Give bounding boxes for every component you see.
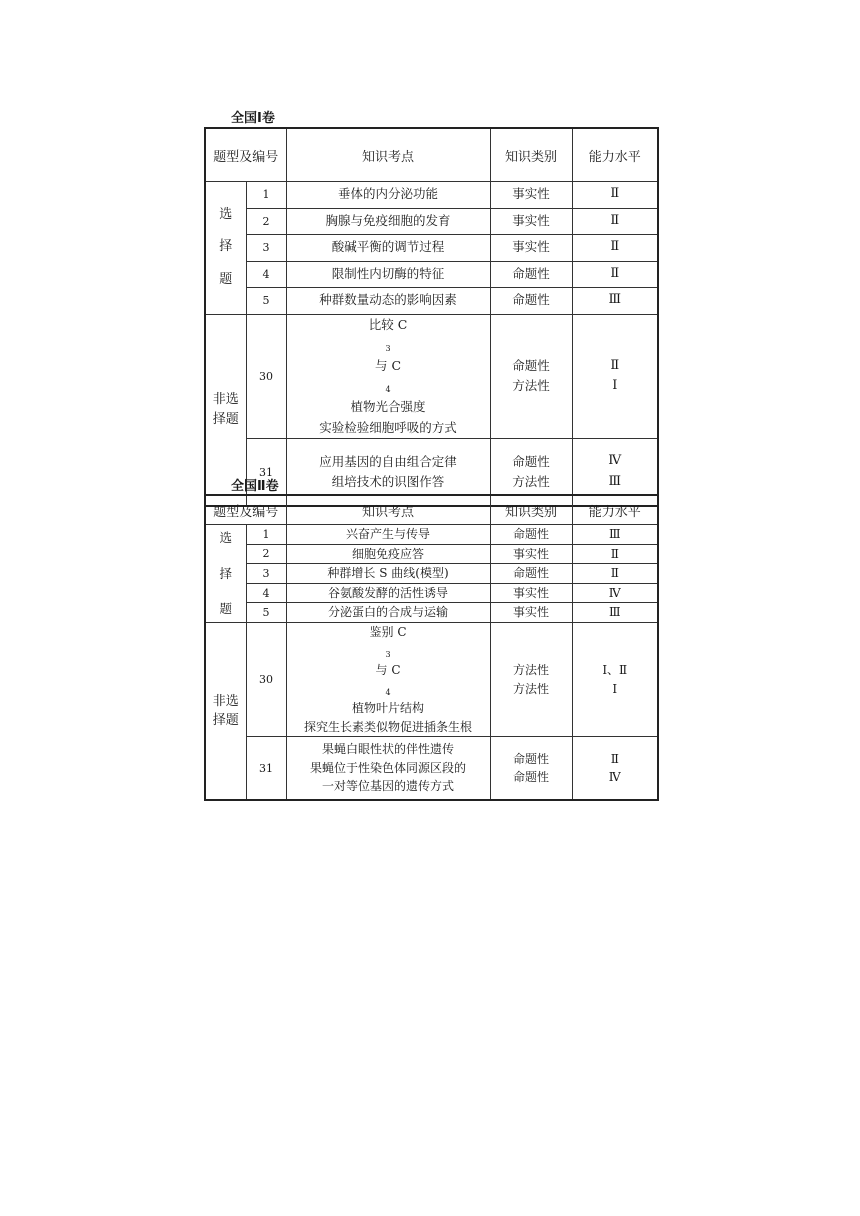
header-level: 能力水平 <box>572 128 658 182</box>
kind-cell: 命题性 <box>490 564 572 584</box>
header-type: 题型及编号 <box>205 495 286 525</box>
level-cell: Ⅱ <box>572 208 658 235</box>
topic-cell: 种群数量动态的影响因素 <box>286 288 490 315</box>
table-row <box>205 603 658 623</box>
table1-header-row <box>205 128 658 182</box>
topic-cell: 种群增长 S 曲线(模型) <box>286 564 490 584</box>
level-cell: Ⅲ <box>572 525 658 545</box>
level-cell: Ⅱ <box>572 235 658 262</box>
table1 <box>204 127 659 507</box>
table-row <box>205 182 658 209</box>
header-kind: 知识类别 <box>490 128 572 182</box>
question-number: 4 <box>246 261 286 288</box>
table-row <box>205 525 658 545</box>
topic-cell: 垂体的内分泌功能 <box>286 182 490 209</box>
kind-cell: 事实性 <box>490 603 572 623</box>
table2-header-row <box>205 495 658 525</box>
question-number: 30 <box>246 314 286 439</box>
question-number: 1 <box>246 182 286 209</box>
topic-cell: 谷氨酸发酵的活性诱导 <box>286 583 490 603</box>
kind-cell: 命题性 命题性 <box>490 737 572 801</box>
header-kind: 知识类别 <box>490 495 572 525</box>
question-number: 5 <box>246 603 286 623</box>
nonselection-label: 非选 择题 <box>205 314 246 506</box>
topic-cell: 酸碱平衡的调节过程 <box>286 235 490 262</box>
question-number: 3 <box>246 235 286 262</box>
level-cell: Ⅱ <box>572 182 658 209</box>
question-number: 4 <box>246 583 286 603</box>
table-row <box>205 261 658 288</box>
table-row <box>205 583 658 603</box>
topic-cell: 比较 C $_3$ 与 C $_4$ 植物光合强度 实验检验细胞呼吸的方式 <box>286 314 490 439</box>
table-row <box>205 288 658 315</box>
table1-title: 全国Ⅰ卷 <box>231 111 275 126</box>
question-number: 31 <box>246 737 286 801</box>
table-row <box>205 544 658 564</box>
kind-cell: 命题性 <box>490 525 572 545</box>
topic-cell: 鉴别 C $_3$ 与 C $_4$ 植物叶片结构 探究生长素类似物促进插条生根 <box>286 622 490 736</box>
kind-cell: 事实性 <box>490 583 572 603</box>
header-topic: 知识考点 <box>286 128 490 182</box>
topic-cell: 兴奋产生与传导 <box>286 525 490 545</box>
topic-cell: 细胞免疫应答 <box>286 544 490 564</box>
question-number: 3 <box>246 564 286 584</box>
kind-cell: 命题性 <box>490 261 572 288</box>
topic-cell: 应用基因的自由组合定律 组培技术的识图作答 <box>286 439 490 507</box>
table-row <box>205 564 658 584</box>
table2-title: 全国Ⅱ卷 <box>231 479 279 494</box>
table-row <box>205 208 658 235</box>
kind-cell: 事实性 <box>490 235 572 262</box>
level-cell: Ⅳ Ⅲ <box>572 439 658 507</box>
question-number: 5 <box>246 288 286 315</box>
header-topic: 知识考点 <box>286 495 490 525</box>
table-row <box>205 622 658 736</box>
question-number: 31 <box>246 439 286 507</box>
level-cell: Ⅰ、Ⅱ Ⅰ <box>572 622 658 736</box>
topic-cell: 果蝇白眼性状的伴性遗传 果蝇位于性染色体同源区段的 一对等位基因的遗传方式 <box>286 737 490 801</box>
kind-cell: 方法性 方法性 <box>490 622 572 736</box>
nonselection-label: 非选 择题 <box>205 622 246 800</box>
topic-cell: 限制性内切酶的特征 <box>286 261 490 288</box>
question-number: 1 <box>246 525 286 545</box>
level-cell: Ⅱ Ⅰ <box>572 314 658 439</box>
kind-cell: 事实性 <box>490 182 572 209</box>
table-row <box>205 314 658 439</box>
table-row <box>205 737 658 801</box>
kind-cell: 命题性 方法性 <box>490 314 572 439</box>
level-cell: Ⅱ <box>572 544 658 564</box>
kind-cell: 命题性 方法性 <box>490 439 572 507</box>
header-level: 能力水平 <box>572 495 658 525</box>
topic-cell: 分泌蛋白的合成与运输 <box>286 603 490 623</box>
table2 <box>204 494 659 801</box>
header-type: 题型及编号 <box>205 128 286 182</box>
question-number: 2 <box>246 208 286 235</box>
level-cell: Ⅳ <box>572 583 658 603</box>
table-row <box>205 235 658 262</box>
level-cell: Ⅱ <box>572 261 658 288</box>
level-cell: Ⅲ <box>572 603 658 623</box>
level-cell: Ⅱ Ⅳ <box>572 737 658 801</box>
selection-label: 选 择 题 <box>205 525 246 623</box>
selection-label: 选 择 题 <box>205 182 246 315</box>
question-number: 2 <box>246 544 286 564</box>
question-number: 30 <box>246 622 286 736</box>
level-cell: Ⅲ <box>572 288 658 315</box>
topic-cell: 胸腺与免疫细胞的发育 <box>286 208 490 235</box>
kind-cell: 事实性 <box>490 544 572 564</box>
kind-cell: 命题性 <box>490 288 572 315</box>
kind-cell: 事实性 <box>490 208 572 235</box>
level-cell: Ⅱ <box>572 564 658 584</box>
